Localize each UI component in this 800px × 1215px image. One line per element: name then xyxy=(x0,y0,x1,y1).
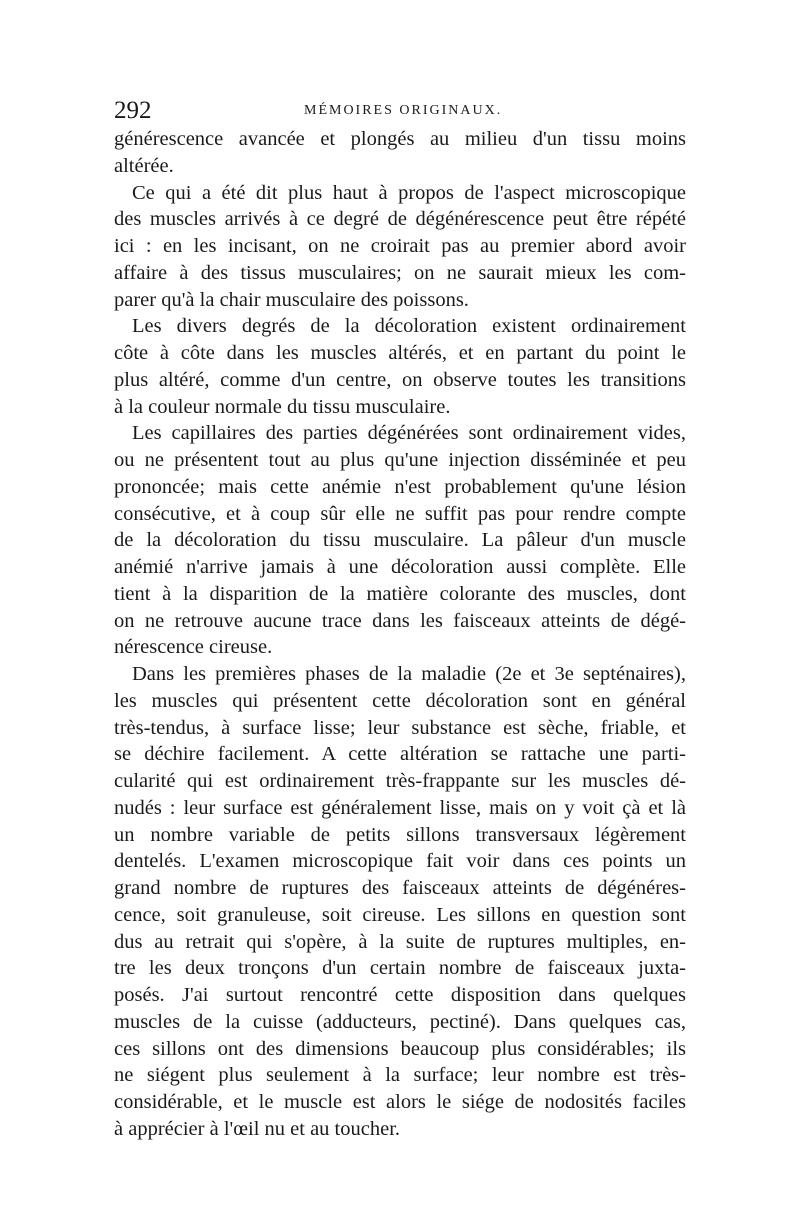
page-number: 292 xyxy=(114,97,152,124)
text-line: altérée. xyxy=(114,154,174,177)
text-line: nérescence cireuse. xyxy=(114,636,273,659)
text-line: consécutive, et à coup sûr elle ne suffit pas pour rendre compte xyxy=(114,502,686,525)
text-line: de la décoloration du tissu musculaire. La pâleur d'un muscle xyxy=(114,529,686,552)
text-line: prononcée; mais cette anémie n'est probablement qu'une lésion xyxy=(114,475,686,498)
text-line: considérable, et le muscle est alors le siége de nodosités faciles xyxy=(114,1091,686,1113)
paragraph-4 xyxy=(114,420,686,661)
text-line: posés. J'ai surtout rencontré cette disposition dans quelques xyxy=(114,984,686,1006)
text-line: cularité qui est ordinairement très-frappante sur les muscles dé- xyxy=(114,770,686,792)
paragraph-3 xyxy=(114,313,686,420)
text-line: affaire à des tissus musculaires; on ne saurait mieux les com- xyxy=(114,261,686,284)
text-line: à la couleur normale du tissu musculaire. xyxy=(114,395,451,418)
text-line: des muscles arrivés à ce degré de dégénérescence peut être répété xyxy=(114,208,686,231)
text-line: tre les deux tronçons d'un certain nombre de faisceaux juxta- xyxy=(114,957,686,980)
text-line: parer qu'à la chair musculaire des poissons. xyxy=(114,288,469,311)
text-line: à apprécier à l'œil nu et au toucher. xyxy=(114,1117,401,1140)
running-head xyxy=(114,96,686,126)
text-line: dus au retrait qui s'opère, à la suite de ruptures multiples, en- xyxy=(114,930,686,953)
text-line: cence, soit granuleuse, soit cireuse. Les sillons en question sont xyxy=(114,903,686,926)
text-line: anémié n'arrive jamais à une décoloration aussi complète. Elle xyxy=(114,556,686,578)
text-line: ces sillons ont des dimensions beaucoup plus considérables; ils xyxy=(114,1037,686,1060)
paragraph-2 xyxy=(114,180,686,314)
text-line: Les divers degrés de la décoloration existent ordinairement xyxy=(132,315,686,338)
paragraph-1 xyxy=(114,126,686,180)
text-line: un nombre variable de petits sillons transversaux légèrement xyxy=(114,823,686,846)
text-line: on ne retrouve aucune trace dans les faisceaux atteints de dégé- xyxy=(114,609,686,632)
text-line: grand nombre de ruptures des faisceaux atteints de dégénéres- xyxy=(114,877,686,899)
text-line: Dans les premières phases de la maladie (2e et 3e septénaires), xyxy=(132,663,686,685)
text-line: ou ne présentent tout au plus qu'une injection disséminée et peu xyxy=(114,449,686,471)
text-line: ne siégent plus seulement à la surface; leur nombre est très- xyxy=(114,1064,686,1087)
text-line: très-tendus, à surface lisse; leur substance est sèche, friable, et xyxy=(114,716,686,739)
paragraph-5 xyxy=(114,661,686,1143)
text-line: dentelés. L'examen microscopique fait voir dans ces points un xyxy=(114,850,686,873)
text-line: muscles de la cuisse (adducteurs, pectiné). Dans quelques cas, xyxy=(114,1010,686,1033)
text-line: Les capillaires des parties dégénérées sont ordinairement vides, xyxy=(132,422,686,445)
text-line: générescence avancée et plongés au milieu d'un tissu moins xyxy=(114,128,686,150)
text-line: les muscles qui présentent cette décoloration sont en général xyxy=(114,689,686,712)
text-line: se déchire facilement. A cette altération se rattache une parti- xyxy=(114,743,686,766)
text-line: côte à côte dans les muscles altérés, et en partant du point le xyxy=(114,342,686,364)
body-text xyxy=(114,126,686,1143)
text-line: Ce qui a été dit plus haut à propos de l'aspect microscopique xyxy=(132,181,686,204)
text-line: plus altéré, comme d'un centre, on observe toutes les transitions xyxy=(114,368,686,391)
text-line: ici : en les incisant, on ne croirait pas au premier abord avoir xyxy=(114,235,686,257)
text-line: tient à la disparition de la matière colorante des muscles, dont xyxy=(114,582,686,605)
running-title: MÉMOIRES ORIGINAUX. xyxy=(304,103,503,118)
text-line: nudés : leur surface est généralement lisse, mais on y voit çà et là xyxy=(114,796,686,819)
